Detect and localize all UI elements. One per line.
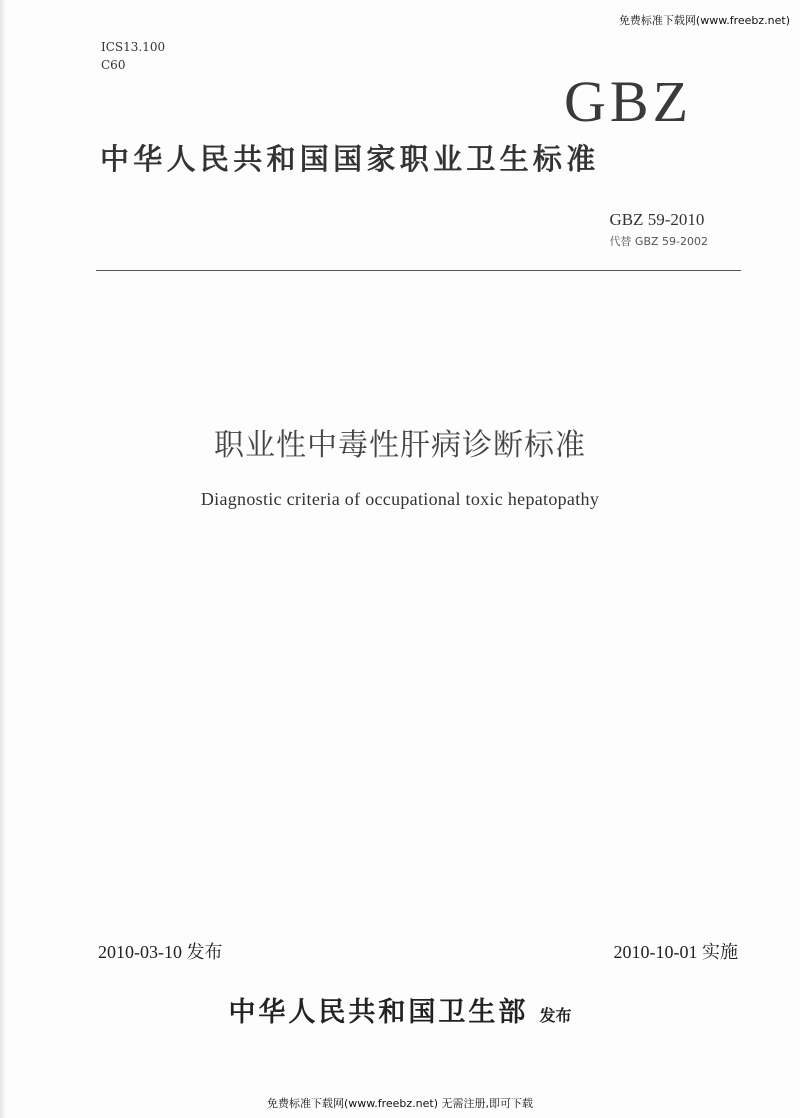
implementation-date: 2010-10-01 实施 xyxy=(613,942,738,962)
org-title: 中华人民共和国国家职业卫生标准 xyxy=(100,142,600,176)
ccs-code: C60 xyxy=(101,58,126,72)
classification-codes xyxy=(101,38,165,74)
document-title-en: Diagnostic criteria of occupational toxic hepatopathy xyxy=(200,489,600,509)
issue-date: 2010-03-10 发布 xyxy=(98,942,223,962)
standard-number: GBZ 59-2010 xyxy=(609,210,705,229)
document-title-zh: 职业性中毒性肝病诊断标准 xyxy=(214,428,586,463)
scan-edge xyxy=(0,0,6,1118)
ics-code: ICS13.100 xyxy=(101,40,166,54)
issuer-name: 中华人民共和国卫生部 xyxy=(228,997,529,1028)
replaces-standard: 代替 GBZ 59-2002 xyxy=(609,235,708,248)
standard-number-block xyxy=(609,210,708,249)
watermark-bottom: 免费标准下载网(www.freebz.net) 无需注册,即可下载 xyxy=(266,1097,534,1110)
watermark-top: 免费标准下载网(www.freebz.net) xyxy=(618,14,790,27)
header-divider xyxy=(96,270,741,271)
issuer-block xyxy=(0,990,800,1029)
issuer-suffix: 发布 xyxy=(539,1006,572,1025)
gbz-logo: GBZ xyxy=(564,69,692,134)
